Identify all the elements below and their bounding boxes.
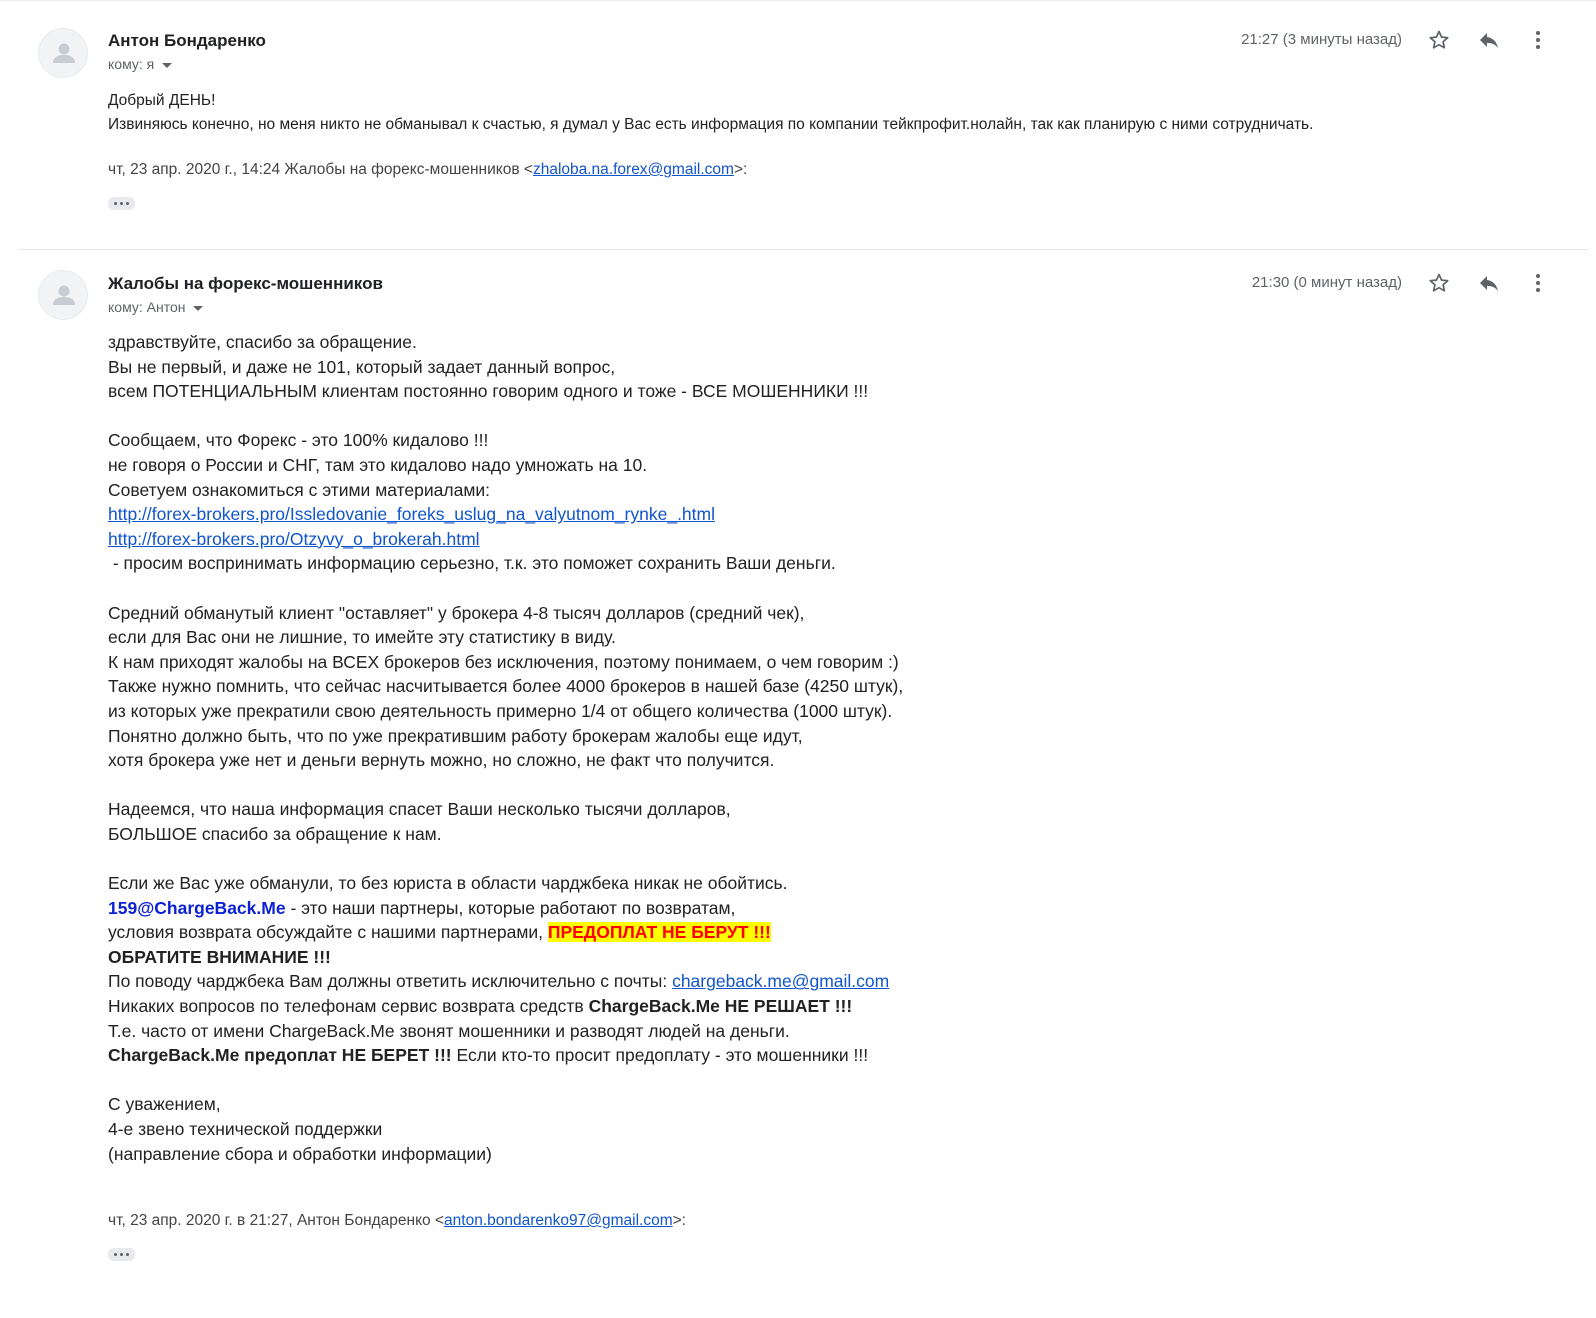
show-trimmed-content-button[interactable]: [108, 1248, 135, 1261]
body-text: По поводу чарджбека Вам должны ответить исключительно с почты:: [108, 971, 673, 992]
body-line: всем ПОТЕНЦИАЛЬНЫМ клиентам постоянно говорим одного и тоже - ВСЕ МОШЕННИКИ !!!: [108, 381, 869, 402]
message-body: [108, 330, 903, 1166]
reply-icon: [1477, 28, 1501, 52]
body-line: [108, 994, 903, 1019]
body-line: [108, 527, 903, 552]
quoted-header-text: чт, 23 апр. 2020 г., 14:24 Жалобы на форекс-мошенников <: [108, 161, 533, 178]
person-icon: [39, 271, 88, 320]
body-line: Понятно должно быть, что по уже прекратившим работу брокерам жалобы еще идут,: [108, 725, 803, 746]
body-text: Никаких вопросов по телефонам сервис возврата средств: [108, 996, 589, 1017]
reply-button[interactable]: [1474, 25, 1504, 55]
blank-line: [108, 404, 903, 429]
chargeback-email-link[interactable]: chargeback.me@gmail.com: [672, 971, 890, 992]
ellipsis-dot: [120, 202, 123, 205]
star-button[interactable]: [1424, 268, 1454, 298]
body-bold-text: ChargeBack.Me предоплат НЕ БЕРЕТ !!!: [108, 1045, 452, 1066]
body-line: Если же Вас уже обманули, то без юриста в области чарджбека никак не обойтись.: [108, 873, 788, 894]
body-line: Надеемся, что наша информация спасет Ваши несколько тысячи долларов,: [108, 799, 731, 820]
sender-avatar[interactable]: [38, 28, 88, 78]
chevron-down-icon[interactable]: [193, 306, 203, 311]
body-line: [108, 502, 903, 527]
ellipsis-dot: [126, 1253, 129, 1256]
more-options-button[interactable]: [1523, 25, 1553, 55]
body-line: Советуем ознакомиться с этими материалами:: [108, 479, 490, 500]
body-line: (направление сбора и обработки информации): [108, 1143, 492, 1164]
blank-line: [108, 1068, 903, 1093]
show-trimmed-content-button[interactable]: [108, 197, 135, 210]
recipient-label: кому: я: [108, 56, 155, 72]
body-line: С уважением,: [108, 1094, 221, 1115]
quoted-email-link[interactable]: zhaloba.na.forex@gmail.com: [532, 161, 734, 178]
blank-line: [108, 773, 903, 798]
body-line: здравствуйте, спасибо за обращение.: [108, 332, 417, 352]
star-icon: [1427, 28, 1451, 52]
body-line: К нам приходят жалобы на ВСЕХ брокеров без исключения, поэтому понимаем, о чем говорим :): [108, 651, 899, 672]
quoted-header: [108, 1212, 686, 1230]
star-button[interactable]: [1424, 25, 1454, 55]
recipient-label: кому: Антон: [108, 299, 186, 315]
quoted-header-text: чт, 23 апр. 2020 г. в 21:27, Антон Бондаренко <: [108, 1212, 445, 1229]
partner-email: 159@ChargeBack.Me: [108, 897, 286, 918]
body-line: Средний обманутый клиент "оставляет" у брокера 4-8 тысяч долларов (средний чек),: [108, 602, 805, 623]
body-bold-text: ChargeBack.Me НЕ РЕШАЕТ !!!: [588, 996, 853, 1017]
ellipsis-icon: [114, 202, 117, 205]
recipient-line[interactable]: [108, 56, 172, 72]
body-line: из которых уже прекратили свою деятельность примерно 1/4 от общего количества (1000 штук).: [108, 700, 893, 721]
body-line: БОЛЬШОЕ спасибо за обращение к нам.: [108, 823, 442, 844]
body-line: [108, 1043, 903, 1068]
quoted-header: [108, 161, 747, 179]
message-time: 21:27 (3 минуты назад): [1241, 31, 1402, 48]
sender-avatar[interactable]: [38, 270, 88, 320]
broker-reviews-link[interactable]: http://forex-brokers.pro/Otzyvy_o_brokerah.html: [108, 528, 480, 549]
ellipsis-dot: [120, 1253, 123, 1256]
chevron-down-icon[interactable]: [162, 63, 172, 68]
body-line: Извиняюсь конечно, но меня никто не обманывал к счастью, я думал у Вас есть информация по компании тейкпрофит.нолайн, так как планирую с ними сотрудничать.: [108, 116, 1314, 133]
forex-research-link[interactable]: http://forex-brokers.pro/Issledovanie_foreks_uslug_na_valyutnom_rynke_.html: [108, 504, 715, 525]
ellipsis-dot: [126, 202, 129, 205]
more-vert-icon: [1535, 272, 1541, 294]
body-text: - это наши партнеры, которые работают по возвратам,: [285, 897, 736, 918]
quoted-email-link[interactable]: anton.bondarenko97@gmail.com: [444, 1212, 673, 1229]
body-line: не говоря о России и СНГ, там это кидалово надо умножать на 10.: [108, 454, 648, 475]
quoted-header-suffix: >:: [733, 161, 748, 178]
blank-line: [108, 846, 903, 871]
message-body: [108, 89, 1313, 137]
recipient-line[interactable]: [108, 299, 203, 315]
body-line: ОБРАТИТЕ ВНИМАНИЕ !!!: [108, 946, 331, 967]
body-line: [108, 896, 903, 921]
no-prepayment-highlight: ПРЕДОПЛАТ НЕ БЕРУТ !!!: [547, 922, 771, 943]
body-line: если для Вас они не лишние, то имейте эту статистику в виду.: [108, 627, 616, 648]
body-line: [108, 920, 903, 945]
message-time: 21:30 (0 минут назад): [1251, 274, 1402, 291]
message-1: [0, 0, 1596, 250]
body-line: Сообщаем, что Форекс - это 100% кидалово !!!: [108, 430, 489, 451]
body-line: хотя брокера уже нет и деньги вернуть можно, но сложно, не факт что получится.: [108, 750, 775, 771]
sender-name: Антон Бондаренко: [108, 31, 266, 50]
body-text: Если кто-то просит предоплату - это мошенники !!!: [451, 1045, 869, 1066]
quoted-header-suffix: >:: [672, 1212, 686, 1229]
more-options-button[interactable]: [1523, 268, 1553, 298]
body-line: Также нужно помнить, что сейчас насчитывается более 4000 брокеров в нашей базе (4250 штук),: [108, 676, 904, 697]
body-line: [108, 969, 903, 994]
reply-icon: [1477, 271, 1501, 295]
star-icon: [1427, 271, 1451, 295]
body-line: 4-е звено технической поддержки: [108, 1119, 383, 1139]
body-line: Добрый ДЕНЬ!: [108, 92, 216, 109]
ellipsis-icon: [114, 1253, 117, 1256]
more-vert-icon: [1535, 29, 1541, 51]
body-text: условия возврата обсуждайте с нашими партнерами,: [108, 922, 548, 943]
person-icon: [39, 29, 88, 78]
blank-line: [108, 576, 903, 601]
body-line: Т.е. часто от имени ChargeBack.Me звонят мошенники и разводят людей на деньги.: [108, 1020, 790, 1041]
reply-button[interactable]: [1474, 268, 1504, 298]
body-line: - просим воспринимать информацию серьезно, т.к. это поможет сохранить Ваши деньги.: [108, 553, 836, 574]
sender-name: Жалобы на форекс-мошенников: [108, 274, 383, 293]
body-line: Вы не первый, и даже не 101, который задает данный вопрос,: [108, 356, 616, 377]
